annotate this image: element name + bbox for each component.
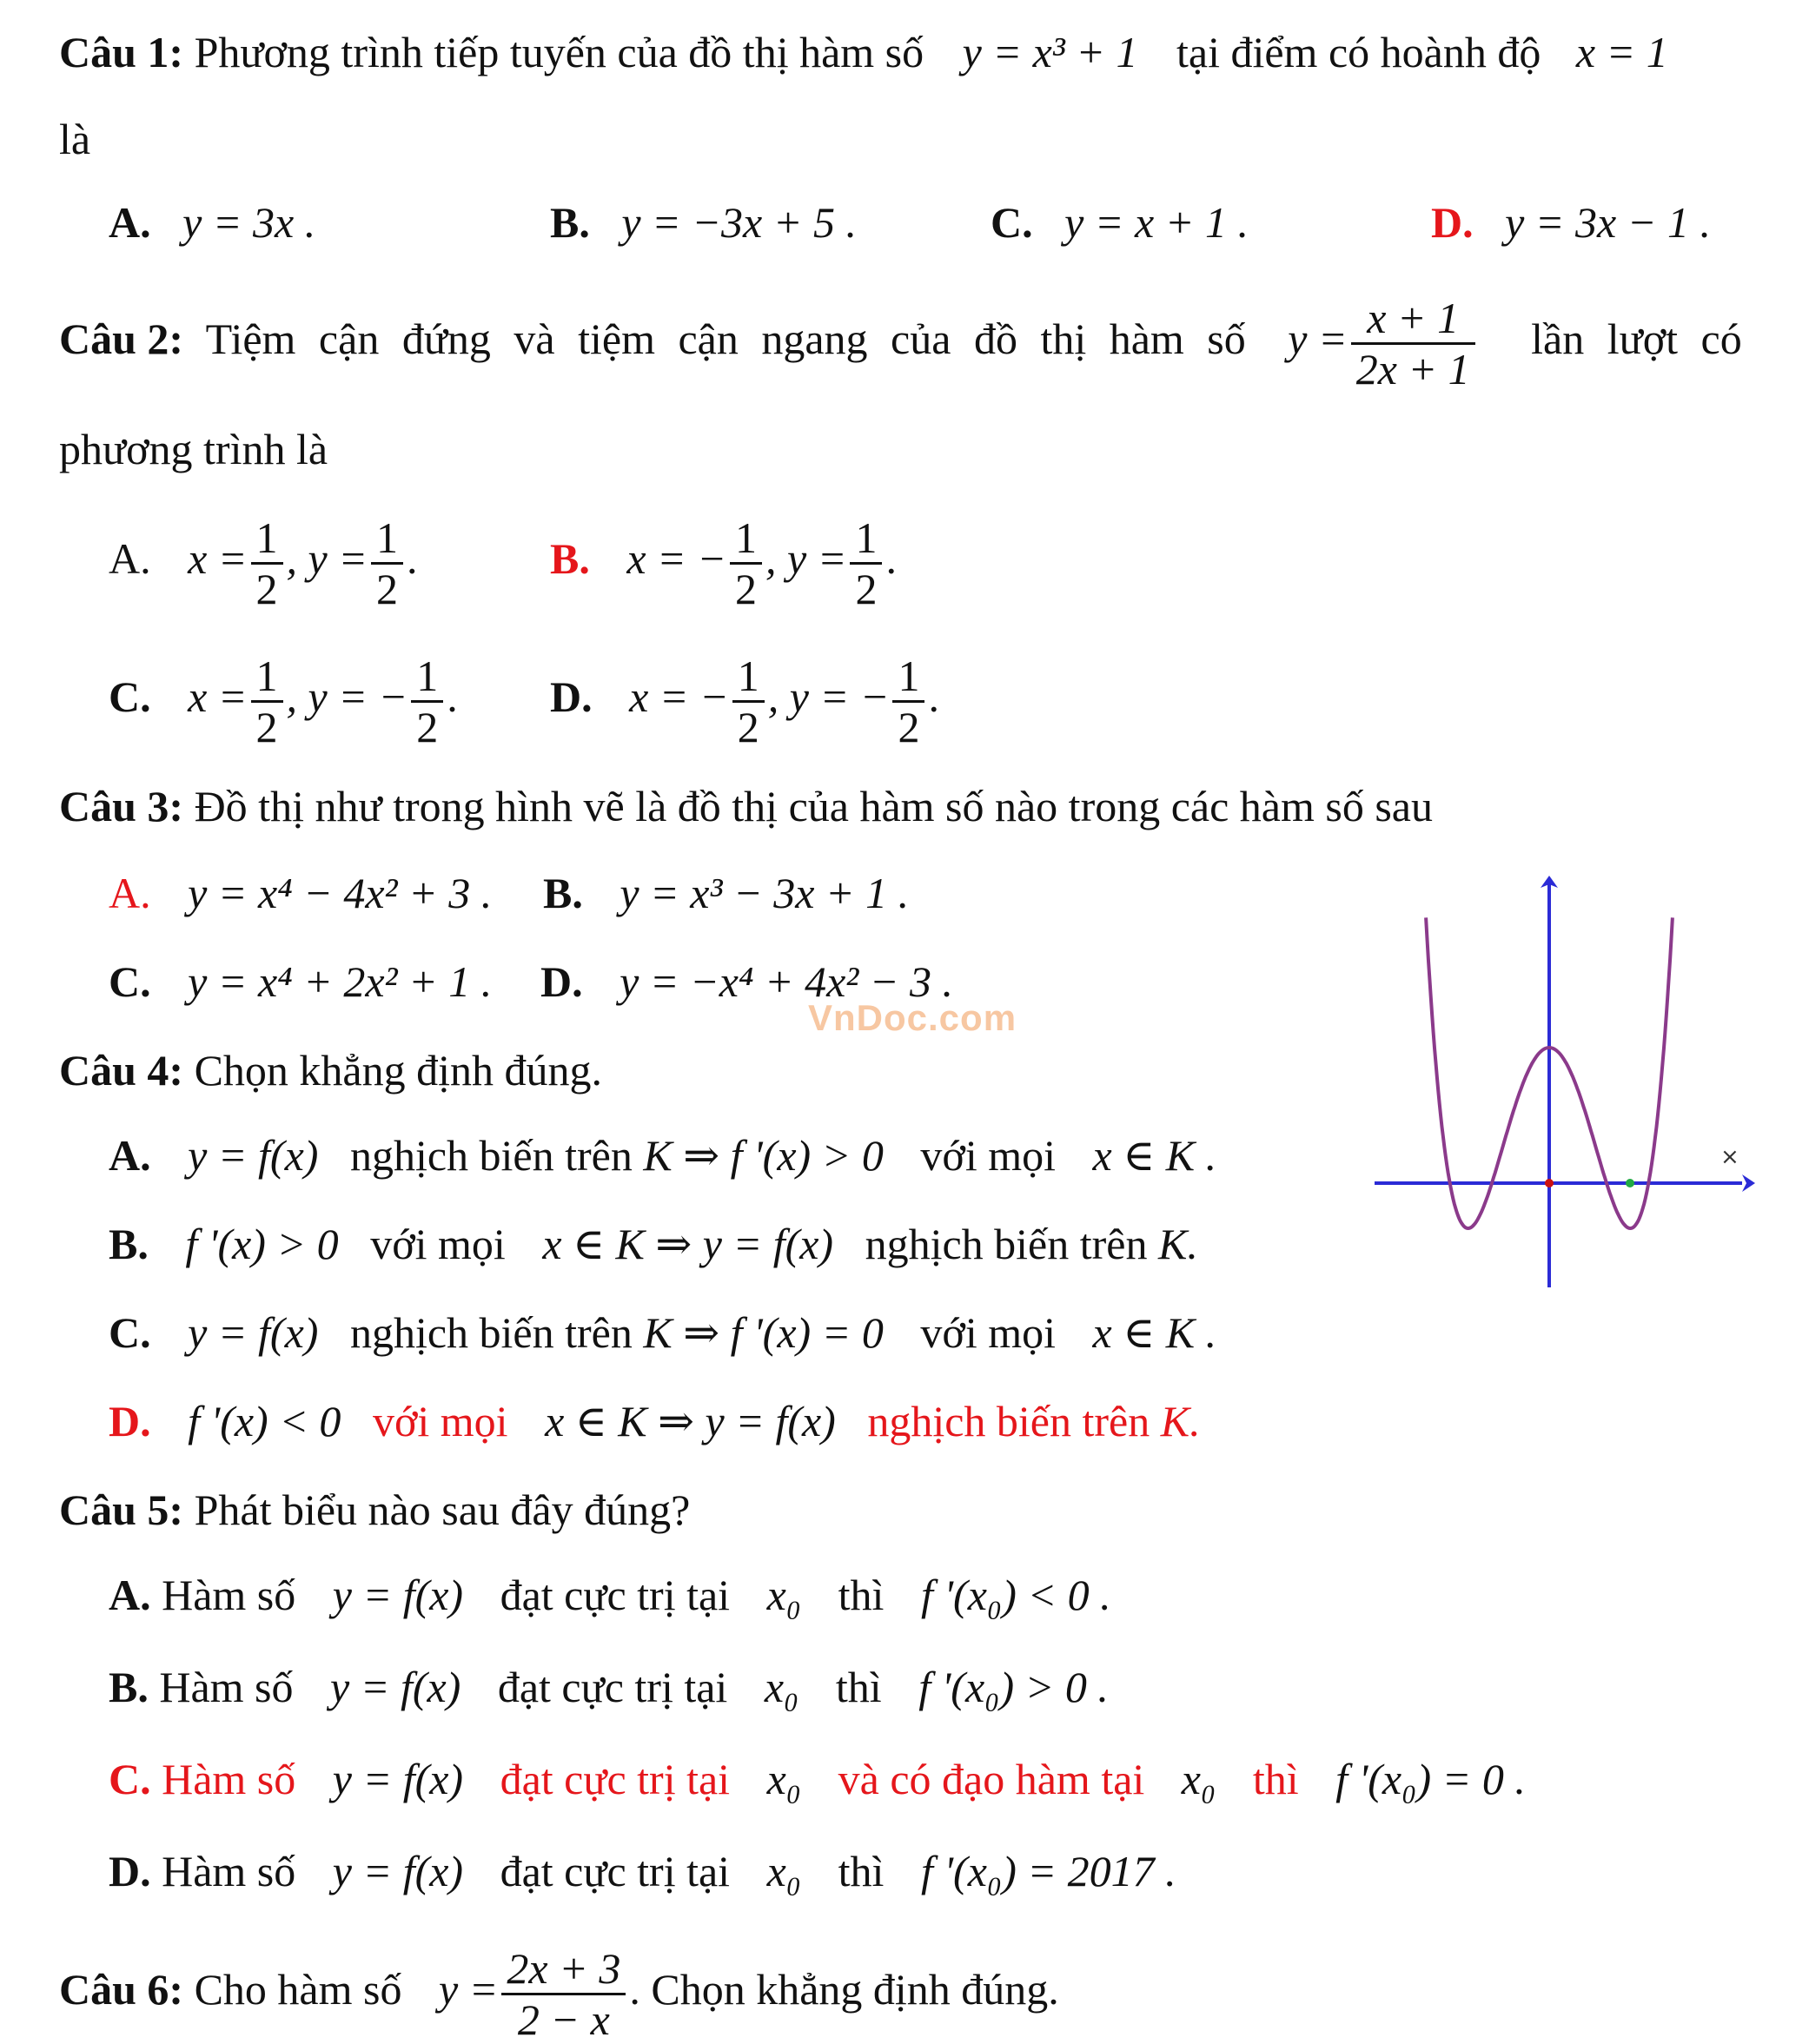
q5-option-b: [109, 1661, 1109, 1713]
numerator: 2x + 3: [501, 1944, 626, 1995]
math-expression: y = x³ + 1: [962, 28, 1138, 76]
question-text: lần lượt có: [1531, 314, 1742, 363]
question-text: Phát biểu nào sau đây đúng?: [183, 1485, 691, 1534]
denominator: 2: [416, 703, 439, 752]
q1-option-b: [550, 196, 857, 248]
option-letter: D.: [1431, 198, 1474, 247]
option-letter: A.: [109, 198, 151, 247]
math-expression: .: [406, 534, 418, 583]
option-letter: A.: [109, 1571, 151, 1619]
question-text: là: [59, 115, 91, 163]
option-text: và có đạo hàm tại: [838, 1755, 1145, 1803]
question-label: Câu 3:: [59, 782, 184, 830]
math-expression: x =: [188, 534, 248, 583]
option-text: đạt cực trị tại: [500, 1755, 731, 1803]
q2-option-b-correct: [550, 506, 897, 614]
question-text: Phương trình tiếp tuyến của đồ thị hàm số: [183, 28, 924, 76]
question-label: Câu 4:: [59, 1046, 184, 1095]
question-text: Tiệm cận đứng và tiệm cận ngang của đồ thị hàm số: [183, 314, 1246, 363]
option-letter: D.: [109, 1397, 151, 1445]
option-letter: B.: [550, 198, 590, 247]
math-expression: .: [447, 672, 458, 721]
math-expression: K ⇒ f '(x) > 0: [643, 1131, 884, 1180]
math-expression: .: [928, 672, 939, 721]
question-text: Đồ thị như trong hình vẽ là đồ thị của hàm số nào trong các hàm số sau: [183, 782, 1433, 830]
fraction: [371, 513, 403, 613]
numerator: 1: [730, 513, 762, 565]
option-text: đạt cực trị tại: [500, 1571, 731, 1619]
option-expression: y = 3x .: [182, 198, 316, 247]
question-2-continuation: [59, 423, 328, 475]
math-expression: f '(x₀) < 0 .: [920, 1571, 1111, 1619]
option-text: thì: [835, 1663, 882, 1711]
math-expression: x ∈ K ⇒ y = f(x): [542, 1220, 834, 1268]
option-letter: B.: [543, 869, 583, 917]
q3-option-a-correct: [109, 867, 492, 919]
q4-option-d-correct: [109, 1395, 1201, 1447]
math-expression: , y =: [286, 534, 368, 583]
q4-option-c: [109, 1306, 1216, 1359]
math-expression: f '(x) > 0: [185, 1220, 339, 1268]
option-expression: y = −x⁴ + 4x² − 3 .: [620, 957, 954, 1006]
option-text: với mọi: [370, 1220, 506, 1268]
q5-option-c-correct: [109, 1753, 1526, 1805]
math-expression: f '(x₀) = 0 .: [1335, 1755, 1526, 1803]
math-expression: x ∈ K .: [1092, 1131, 1217, 1180]
q3-option-c: [109, 956, 492, 1008]
question-6: [59, 1937, 1059, 2044]
denominator: 2: [375, 565, 398, 614]
q1-option-a: [109, 196, 315, 248]
math-expression: , y =: [765, 534, 847, 583]
option-letter: A.: [109, 1131, 151, 1180]
fraction: [850, 513, 882, 613]
option-letter: C.: [109, 1308, 151, 1357]
q4-option-b: [109, 1218, 1198, 1270]
x-axis-arrow: [1742, 1174, 1755, 1192]
question-text: tại điểm có hoành độ: [1176, 28, 1541, 76]
option-expression: y = x + 1 .: [1064, 198, 1249, 247]
question-label: Câu 6:: [59, 1965, 184, 2014]
function-graph: [1364, 869, 1755, 1303]
x-axis-label: ×: [1720, 1144, 1739, 1170]
math-expression: f '(x₀) > 0 .: [918, 1663, 1109, 1711]
math-expression: y =: [438, 1965, 499, 2014]
math-expression: y = f(x): [332, 1571, 464, 1619]
math-expression: , y = −: [286, 672, 408, 721]
option-text: thì: [1252, 1755, 1299, 1803]
fraction: [251, 513, 283, 613]
option-expression: y = x³ − 3x + 1 .: [620, 869, 910, 917]
option-text: đạt cực trị tại: [500, 1847, 731, 1895]
option-letter: C.: [109, 1755, 151, 1803]
fraction: [1351, 294, 1475, 394]
numerator: 1: [892, 652, 924, 703]
option-expression: y = x⁴ + 2x² + 1 .: [188, 957, 493, 1006]
q2-option-c: [109, 645, 458, 752]
math-expression: y = f(x): [188, 1131, 319, 1180]
question-5: [59, 1484, 690, 1536]
denominator: 2: [255, 565, 278, 614]
option-text: Hàm số: [150, 1847, 296, 1895]
denominator: 2: [255, 703, 278, 752]
option-text: nghịch biến trên: [349, 1308, 633, 1357]
fraction: [892, 652, 924, 751]
math-expression: x = −: [626, 534, 727, 583]
math-expression: K.: [1157, 1220, 1198, 1268]
option-text: nghịch biến trên: [349, 1131, 633, 1180]
fraction: [732, 652, 765, 751]
math-expression: x₀: [764, 1663, 799, 1711]
math-expression: x₀: [766, 1755, 802, 1803]
option-letter: B.: [109, 1663, 149, 1711]
option-text: đạt cực trị tại: [497, 1663, 728, 1711]
denominator: 2: [855, 565, 878, 614]
option-text: với mọi: [920, 1308, 1057, 1357]
option-expression: y = x⁴ − 4x² + 3 .: [188, 869, 493, 917]
denominator: 2: [898, 703, 920, 752]
numerator: 1: [251, 513, 283, 565]
question-1: [59, 26, 1668, 78]
math-expression: y = f(x): [330, 1663, 461, 1711]
option-text: Hàm số: [148, 1663, 294, 1711]
option-letter: B.: [550, 534, 590, 583]
fraction: [501, 1944, 626, 2044]
math-expression: x₀: [1181, 1755, 1216, 1803]
denominator: 2: [735, 565, 758, 614]
option-letter: C.: [109, 957, 151, 1006]
question-4: [59, 1044, 602, 1096]
option-text: với mọi: [920, 1131, 1057, 1180]
math-expression: x ∈ K ⇒ y = f(x): [545, 1397, 836, 1445]
numerator: 1: [411, 652, 443, 703]
fraction: [411, 652, 443, 751]
q3-option-b: [543, 867, 909, 919]
option-text: nghịch biến trên: [865, 1220, 1148, 1268]
math-expression: x = −: [629, 672, 729, 721]
option-letter: D.: [109, 1847, 151, 1895]
watermark-logo: VnDoc.com: [808, 997, 1017, 1038]
q2-option-d: [550, 645, 939, 752]
question-text: . Chọn khẳng định đúng.: [629, 1965, 1059, 2014]
math-expression: K.: [1160, 1397, 1201, 1445]
denominator: 2 − x: [517, 1995, 610, 2044]
q1-option-d-correct: [1431, 196, 1711, 248]
question-label: Câu 2:: [59, 314, 184, 363]
question-label: Câu 5:: [59, 1485, 184, 1534]
option-text: Hàm số: [150, 1571, 296, 1619]
option-letter: D.: [540, 957, 583, 1006]
numerator: x + 1: [1351, 294, 1475, 345]
math-expression: x = 1: [1575, 28, 1668, 76]
option-letter: B.: [109, 1220, 149, 1268]
numerator: 1: [732, 652, 765, 703]
fraction: [730, 513, 762, 613]
q4-option-a: [109, 1129, 1216, 1181]
question-text: phương trình là: [59, 425, 328, 473]
option-text: thì: [838, 1847, 885, 1895]
math-expression: , y = −: [767, 672, 890, 721]
math-expression: f '(x₀) = 2017 .: [920, 1847, 1176, 1895]
question-text: Chọn khẳng định đúng.: [183, 1046, 603, 1095]
math-expression: x =: [188, 672, 248, 721]
origin-point: [1545, 1179, 1554, 1187]
option-letter: C.: [109, 672, 151, 721]
math-expression: f '(x) < 0: [188, 1397, 341, 1445]
numerator: 1: [251, 652, 283, 703]
option-letter: A.: [109, 534, 151, 583]
option-text: thì: [838, 1571, 885, 1619]
option-letter: C.: [991, 198, 1033, 247]
option-expression: y = 3x − 1 .: [1505, 198, 1711, 247]
math-expression: x ∈ K .: [1092, 1308, 1217, 1357]
question-label: Câu 1:: [59, 28, 184, 76]
q2-option-a: [109, 506, 418, 614]
math-expression: x₀: [766, 1571, 802, 1619]
math-expression: .: [885, 534, 897, 583]
option-expression: y = −3x + 5 .: [621, 198, 857, 247]
question-2: [59, 287, 1742, 394]
math-expression: y =: [1288, 314, 1348, 363]
option-letter: D.: [550, 672, 593, 721]
option-letter: A.: [109, 869, 151, 917]
math-expression: x₀: [766, 1847, 802, 1895]
denominator: 2x + 1: [1355, 345, 1470, 394]
fraction: [251, 652, 283, 751]
math-expression: K ⇒ f '(x) = 0: [643, 1308, 884, 1357]
q5-option-d: [109, 1845, 1176, 1897]
math-expression: y = f(x): [332, 1847, 464, 1895]
q5-option-a: [109, 1569, 1111, 1621]
question-text: Cho hàm số: [183, 1965, 402, 2014]
option-text: Hàm số: [150, 1755, 296, 1803]
option-text: nghịch biến trên: [867, 1397, 1150, 1445]
root-point: [1626, 1179, 1634, 1187]
question-1-continuation: [59, 113, 90, 165]
denominator: 2: [737, 703, 759, 752]
numerator: 1: [850, 513, 882, 565]
numerator: 1: [371, 513, 403, 565]
math-expression: y = f(x): [332, 1755, 464, 1803]
option-text: với mọi: [372, 1397, 508, 1445]
q1-option-c: [991, 196, 1249, 248]
math-expression: y = f(x): [188, 1308, 319, 1357]
question-3: [59, 780, 1433, 832]
